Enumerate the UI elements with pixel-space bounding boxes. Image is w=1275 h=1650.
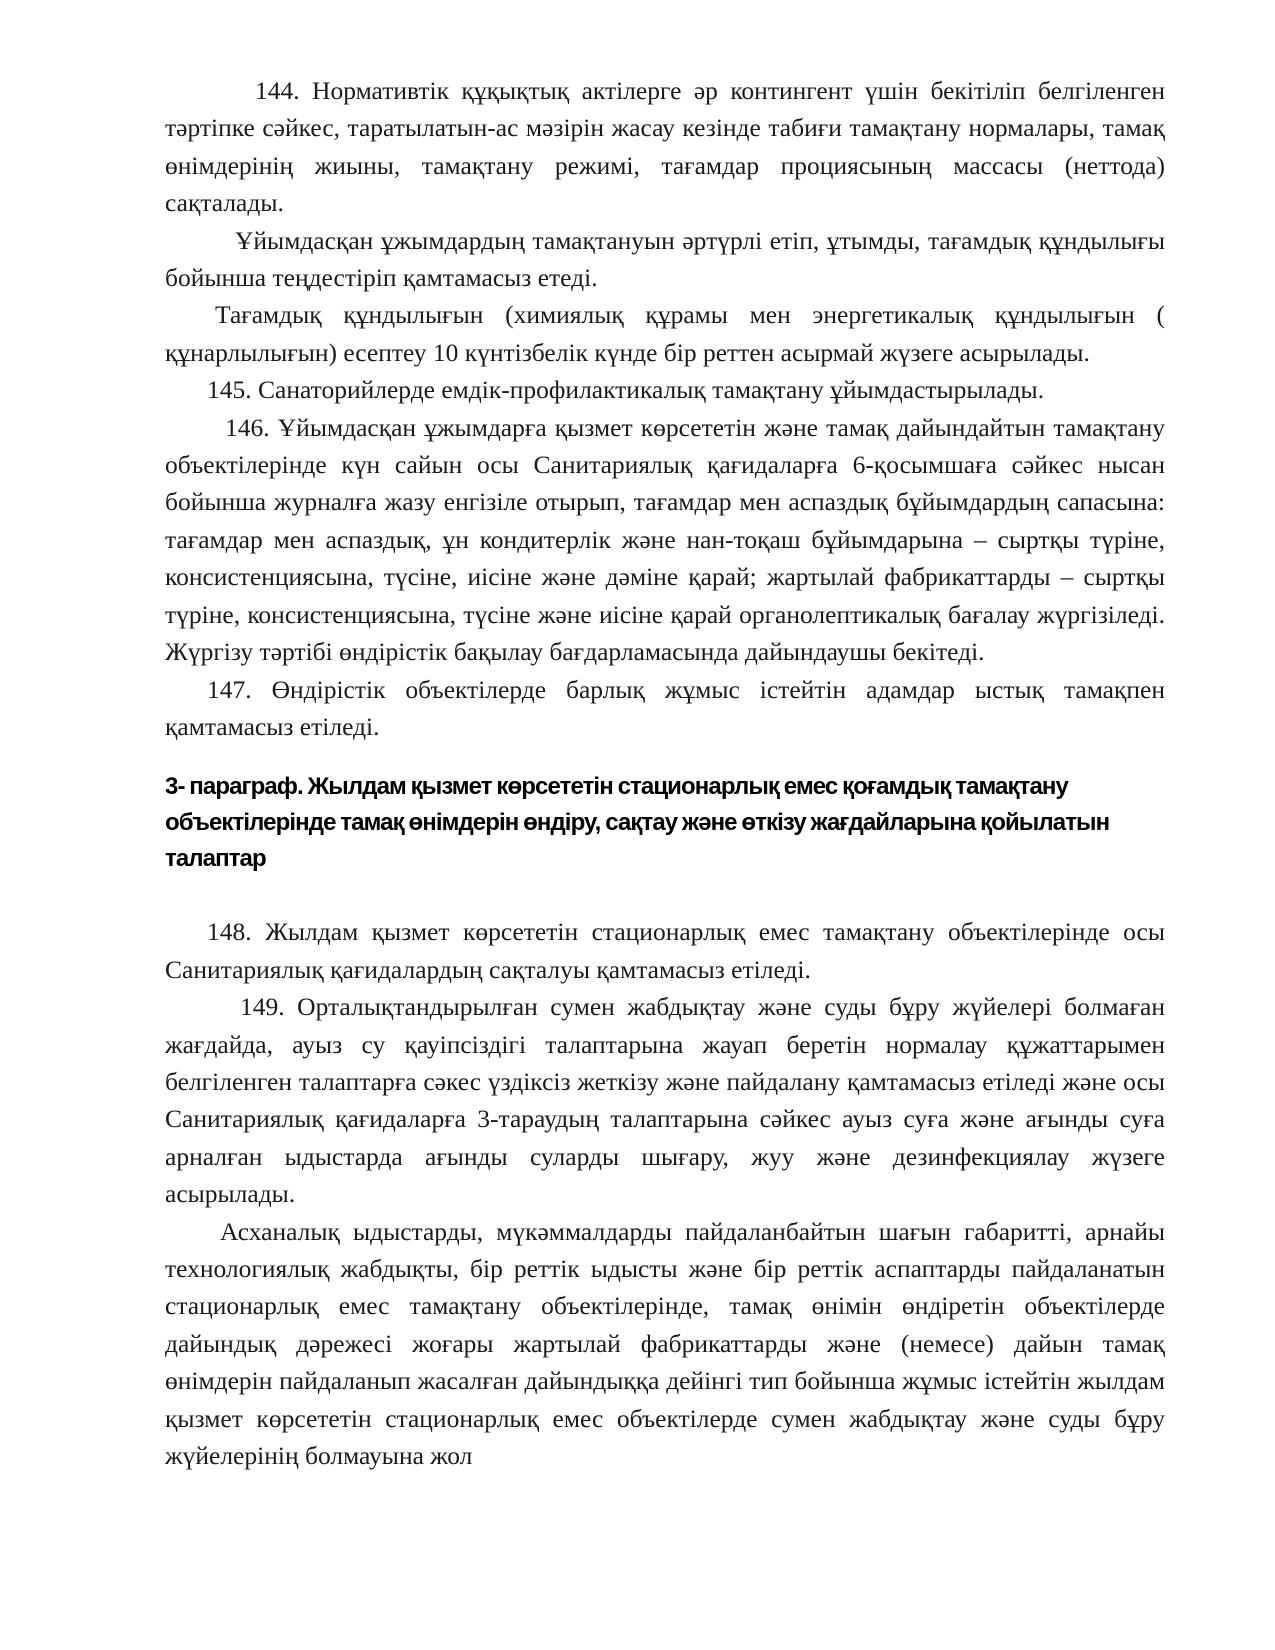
paragraph-148: 148. Жылдам қызмет көрсететін стационарлық емес тамақтану объектілерінде осы Санитариялық қағидалардың сақталуы қамтамасыз етіледі. <box>165 917 1165 984</box>
paragraph-nutritional-value: Тағамдық құндылығын (химиялық құрамы мен энергетикалық құндылығын ( құнарлылығын) есептеу 10 күнтізбелік күнде бір реттен асырмай жүзеге асырылады. <box>165 300 1165 367</box>
paragraph-149: 149. Орталықтандырылған сумен жабдықтау және суды бұру жүйелері болмаған жағдайда, ауыз су қауіпсіздігі талаптарына жауап беретін нормалау құжаттарымен белгіленген талаптарға сәкес үздіксіз жеткізу және пайдалану қамтамасыз етіледі және осы Санитариялық қағидаларға 3-тараудың талаптарына сәйкес ауыз суға және ағынды суға арналған ыдыстарда ағынды суларды шығару, жуу және дезинфекциялау жүзеге асырылады. <box>165 992 1165 1209</box>
paragraph-147: 147. Өндірістік объектілерде барлық жұмыс істейтін адамдар ыстық тамақпен қамтамасыз етіледі. <box>165 674 1165 741</box>
paragraph-144: 144. Нормативтік құқықтық актілерге әр контингент үшін бекітіліп белгіленген тәртіпке сәйкес, таратылатын-ас мәзірін жасау кезінде табиғи тамақтану нормалары, тамақ өнімдерінің жиыны, тамақтану режимі, тағамдар проциясының массасы (неттода) сақталады. <box>165 76 1165 218</box>
paragraph-mobile-objects: Асханалық ыдыстарды, мүкәммалдарды пайдаланбайтын шағын габаритті, арнайы технологиялық жабдықты, бір реттік ыдысты және бір реттік аспаптарды пайдаланатын стационарлық емес тамақтану объектілерінде, тамақ өнімін өндіретін объектілерде дайындық дәрежесі жоғары жартылай фабрикаттарды және (немесе) дайын тамақ өнімдерін пайдаланып жасалған дайындыққа дейінгі тип бойынша жұмыс істейтін жылдам қызмет көрсететін стационарлық емес объектілерде сумен жабдықтау және суды бұру жүйелерінің болмауына жол <box>165 1216 1165 1470</box>
paragraph-145: 145. Санаторийлерде емдік-профилактикалық тамақтану ұйымдастырылады. <box>207 375 1045 405</box>
document-page <box>165 72 1165 1474</box>
paragraph-organized-nutrition: Ұйымдасқан ұжымдардың тамақтануын әртүрлі етіп, ұтымды, тағамдық құндылығы бойынша теңдестіріп қамтамасыз етеді. <box>165 225 1165 293</box>
paragraph-146: 146. Ұйымдасқан ұжымдарға қызмет көрсететін және тамақ дайындайтын тамақтану объектілерінде күн сайын осы Санитариялық қағидаларға 6-қосымшаға сәйкес нысан бойынша журналға жазу енгізіле отырып, тағамдар мен аспаздық бұйымдардың сапасына: тағамдар мен аспаздық, ұн кондитерлік және нан-тоқаш бұйымдарына – сыртқы түріне, консистенциясына, түсіне, иісіне және дәміне қарай; жартылай фабрикаттарды – сыртқы түріне, консистенциясына, түсіне және иісіне қарай органолептикалық бағалау жүргізіледі. Жүргізу тәртібі өндірістік бақылау бағдарламасында дайындаушы бекітеді. <box>165 412 1165 667</box>
section-heading: 3- параграф. Жылдам қызмет көрсететін стационарлық емес қоғамдық тамақтану объектілерінде тамақ өнімдерін өндіру, сақтау және өткізу жағдайларына қойылатын талаптар <box>165 773 1110 873</box>
